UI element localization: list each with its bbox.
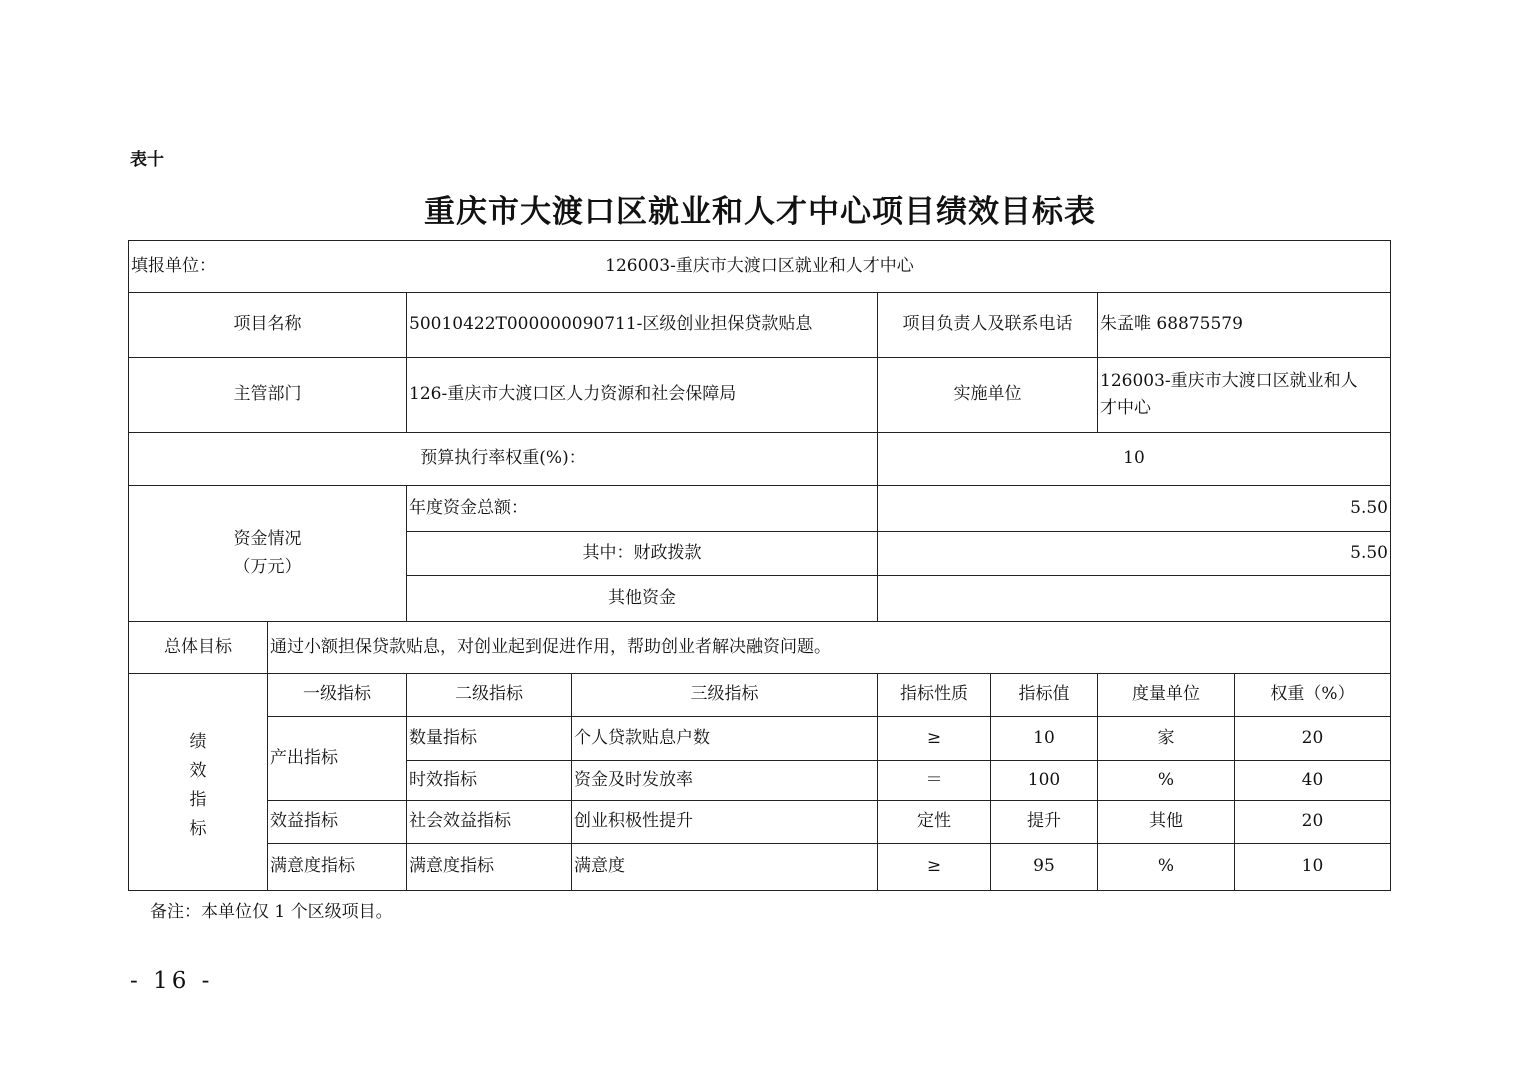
table-row-level3: 创业积极性提升 [574, 811, 693, 832]
funds-label-line2: （万元） [233, 556, 302, 577]
table-row-level1: 满意度指标 [270, 856, 355, 877]
impl-unit-value-line1: 126003-重庆市大渡口区就业和人 [1100, 370, 1358, 391]
impl-unit-value-line2: 才中心 [1100, 398, 1151, 418]
budget-rate-value: 10 [1123, 448, 1145, 469]
impl-unit-value [1098, 358, 1390, 432]
fiscal-funds-label: 其中：财政拨款 [582, 542, 702, 563]
table-row-unit: 家 [1157, 727, 1175, 748]
annual-funds-value: 5.50 [1350, 497, 1388, 518]
funds-label [129, 486, 406, 621]
project-contact-value: 朱孟唯 68875579 [1100, 314, 1243, 335]
table-row-weight: 20 [1301, 727, 1324, 748]
table-row-value: 95 [1033, 856, 1055, 877]
budget-rate-label: 预算执行率权重(%)： [420, 448, 586, 469]
table-row-level1: 效益指标 [270, 811, 338, 832]
project-name-value: 50010422T000000090711-区级创业担保贷款贴息 [409, 314, 813, 335]
page-number: - 16 - [130, 968, 214, 994]
dept-label: 主管部门 [233, 384, 302, 405]
other-funds-value [878, 576, 1390, 621]
table-row-weight: 10 [1301, 856, 1324, 877]
table-row-nature: 定性 [917, 811, 951, 832]
header-nature: 指标性质 [900, 684, 968, 705]
table-row-level3: 个人贷款贴息户数 [574, 727, 710, 748]
table-row-unit: % [1157, 856, 1175, 877]
table-row-weight: 40 [1301, 769, 1324, 790]
funds-label-line1: 资金情况 [233, 529, 302, 550]
table-row-level3: 资金及时发放率 [574, 769, 693, 790]
performance-label: 绩 效 指 标 [189, 732, 207, 839]
table-row-unit: 其他 [1149, 811, 1183, 832]
header-weight: 权重（%） [1270, 684, 1355, 705]
table-row-level2: 时效指标 [409, 769, 477, 790]
project-name-label: 项目名称 [233, 314, 302, 335]
fill-unit-label: 填报单位： [131, 255, 216, 276]
impl-unit-label: 实施单位 [953, 384, 1022, 405]
table-row-value: 提升 [1027, 811, 1061, 832]
overall-target-label: 总体目标 [164, 636, 232, 657]
header-value: 指标值 [1018, 684, 1070, 705]
table-row-nature: ≥ [926, 856, 942, 877]
table-row-level2: 数量指标 [409, 727, 477, 748]
table-row-level1: 产出指标 [270, 747, 338, 768]
table-row-nature: ＝ [925, 769, 943, 790]
header-level2: 二级指标 [455, 684, 523, 705]
document-title: 重庆市大渡口区就业和人才中心项目绩效目标表 [424, 194, 1096, 230]
footnote: 备注：本单位仅 1 个区级项目。 [150, 902, 393, 922]
other-funds-label: 其他资金 [608, 587, 676, 608]
fill-unit-value: 126003-重庆市大渡口区就业和人才中心 [605, 255, 914, 276]
table-row-level2: 社会效益指标 [409, 811, 511, 832]
header-level3: 三级指标 [690, 684, 759, 705]
project-contact-label: 项目负责人及联系电话 [902, 314, 1073, 335]
overall-target-value: 通过小额担保贷款贴息，对创业起到促进作用，帮助创业者解决融资问题。 [270, 636, 831, 657]
table-row-level2: 满意度指标 [409, 856, 494, 877]
header-unit: 度量单位 [1132, 684, 1200, 705]
annual-funds-label: 年度资金总额： [409, 497, 528, 518]
table-row-value: 100 [1027, 769, 1061, 790]
table-number: 表十 [130, 150, 164, 170]
dept-value: 126-重庆市大渡口区人力资源和社会保障局 [409, 384, 737, 405]
fiscal-funds-value: 5.50 [1350, 542, 1388, 563]
table-row-unit: % [1157, 769, 1175, 790]
table-row-nature: ≥ [926, 727, 942, 748]
header-level1: 一级指标 [303, 684, 371, 705]
table-row-weight: 20 [1301, 811, 1324, 832]
table-row-value: 10 [1033, 727, 1055, 748]
table-row-level3: 满意度 [574, 856, 625, 877]
